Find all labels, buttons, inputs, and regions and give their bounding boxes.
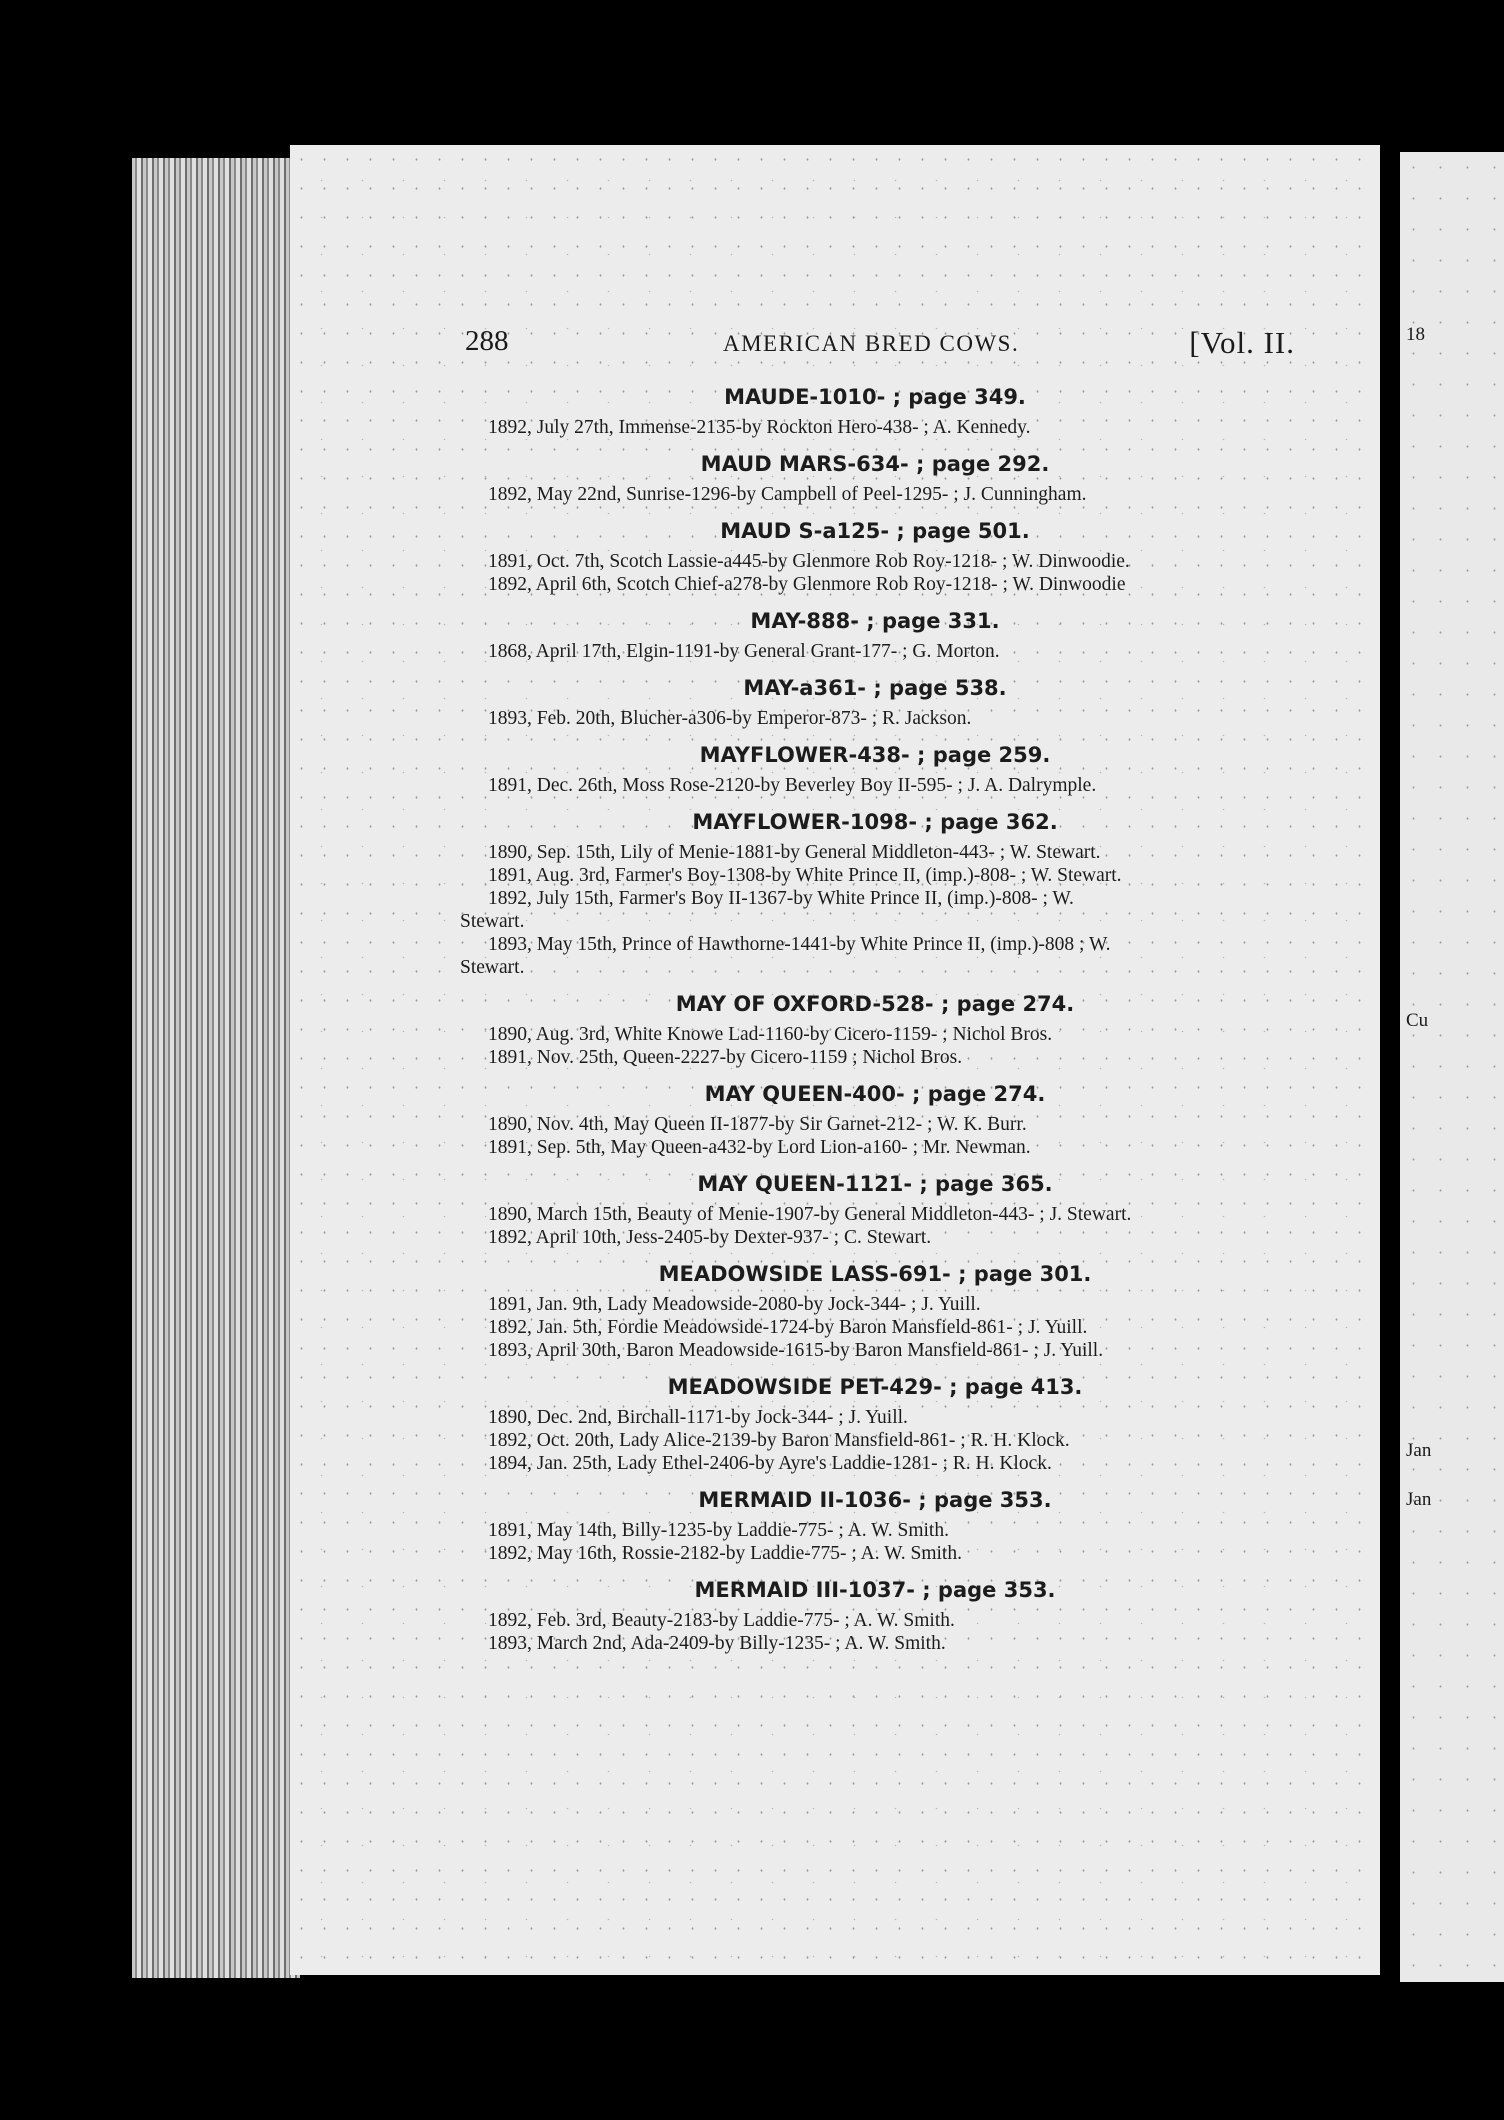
cow-name-heading: MAUD MARS-634- ; page 292. [700, 452, 1050, 476]
calf-record-line: 1891, Oct. 7th, Scotch Lassie-a445-by Glenmore Rob Roy-1218- ; W. Dinwoodie. [488, 551, 1130, 572]
cow-name-heading: MAY OF OXFORD-528- ; page 274. [675, 992, 1075, 1016]
calf-record-line: 1893, May 15th, Prince of Hawthorne-1441-by White Prince II, (imp.)-808 ; W. [488, 934, 1111, 955]
cow-entry [460, 1481, 1290, 1565]
cow-name-heading: MERMAID III-1037- ; page 353. [694, 1578, 1056, 1602]
calf-record-line: 1892, July 27th, Immense-2135-by Rockton Hero-438- ; A. Kennedy. [488, 417, 1031, 438]
calf-record-line: 1892, Jan. 5th, Fordie Meadowside-1724-by Baron Mansfield-861- ; J. Yuill. [488, 1317, 1088, 1338]
calf-record-line: 1890, Sep. 15th, Lily of Menie-1881-by General Middleton-443- ; W. Stewart. [488, 842, 1101, 863]
cow-name-heading: MEADOWSIDE LASS-691- ; page 301. [658, 1262, 1092, 1286]
cow-entry [460, 512, 1290, 596]
cow-name-heading: MAYFLOWER-1098- ; page 362. [692, 810, 1058, 834]
cow-entry [460, 378, 1290, 439]
calf-record-line: 1891, Nov. 25th, Queen-2227-by Cicero-1159 ; Nichol Bros. [488, 1047, 963, 1068]
calf-record-line: 1890, Nov. 4th, May Queen II-1877-by Sir Garnet-212- ; W. K. Burr. [488, 1114, 1027, 1135]
calf-record-line: 1890, March 15th, Beauty of Menie-1907-by General Middleton-443- ; J. Stewart. [488, 1204, 1132, 1225]
cow-entry [460, 985, 1290, 1069]
page-number: 288 [465, 325, 509, 357]
cow-entry [460, 1165, 1290, 1249]
facing-page-fragment: Jan [1406, 1440, 1432, 1461]
cow-name-heading: MAY QUEEN-400- ; page 274. [704, 1082, 1046, 1106]
running-title: AMERICAN BRED COWS. [723, 331, 1020, 356]
facing-page-fragment: 18 [1406, 324, 1425, 345]
cow-entry [460, 602, 1290, 663]
cow-name-heading: MAYFLOWER-438- ; page 259. [699, 743, 1051, 767]
cow-entry [460, 669, 1290, 730]
cow-name-heading: MAUDE-1010- ; page 349. [724, 385, 1026, 409]
calf-record-line: 1892, Oct. 20th, Lady Alice-2139-by Baron Mansfield-861- ; R. H. Klock. [488, 1430, 1070, 1451]
calf-record-line: 1890, Dec. 2nd, Birchall-1171-by Jock-344- ; J. Yuill. [488, 1407, 908, 1428]
cow-name-heading: MEADOWSIDE PET-429- ; page 413. [667, 1375, 1083, 1399]
calf-record-line: Stewart. [460, 911, 525, 932]
entry-list [460, 378, 1290, 1661]
calf-record-line: 1892, May 16th, Rossie-2182-by Laddie-775- ; A. W. Smith. [488, 1543, 962, 1564]
calf-record-line: 1892, April 6th, Scotch Chief-a278-by Glenmore Rob Roy-1218- ; W. Dinwoodie [488, 574, 1126, 595]
calf-record-line: 1892, July 15th, Farmer's Boy II-1367-by White Prince II, (imp.)-808- ; W. [488, 888, 1074, 909]
cow-name-heading: MAY QUEEN-1121- ; page 365. [697, 1172, 1053, 1196]
calf-record-line: 1892, Feb. 3rd, Beauty-2183-by Laddie-775- ; A. W. Smith. [488, 1610, 955, 1631]
facing-page [1400, 152, 1504, 1982]
cow-entry [460, 1571, 1290, 1655]
calf-record-line: 1892, May 22nd, Sunrise-1296-by Campbell of Peel-1295- ; J. Cunningham. [488, 484, 1087, 505]
calf-record-line: 1891, Jan. 9th, Lady Meadowside-2080-by Jock-344- ; J. Yuill. [488, 1294, 981, 1315]
cow-entry [460, 1075, 1290, 1159]
calf-record-line: 1891, Aug. 3rd, Farmer's Boy-1308-by White Prince II, (imp.)-808- ; W. Stewart. [488, 865, 1122, 886]
calf-record-line: 1868, April 17th, Elgin-1191-by General Grant-177- ; G. Morton. [488, 641, 1000, 662]
cow-name-heading: MERMAID II-1036- ; page 353. [698, 1488, 1052, 1512]
page-header [465, 325, 1295, 371]
cow-name-heading: MAUD S-a125- ; page 501. [720, 519, 1030, 543]
calf-record-line: Stewart. [460, 957, 525, 978]
calf-record-line: 1893, Feb. 20th, Blucher-a306-by Emperor-873- ; R. Jackson. [488, 708, 972, 729]
volume-label: [Vol. II. [1189, 325, 1295, 360]
cow-name-heading: MAY-a361- ; page 538. [743, 676, 1007, 700]
cow-entry [460, 445, 1290, 506]
calf-record-line: 1893, April 30th, Baron Meadowside-1615-by Baron Mansfield-861- ; J. Yuill. [488, 1340, 1104, 1361]
cow-entry [460, 736, 1290, 797]
facing-page-fragment: Cu [1406, 1010, 1429, 1031]
cow-entry [460, 1255, 1290, 1362]
calf-record-line: 1893, March 2nd, Ada-2409-by Billy-1235- ; A. W. Smith. [488, 1633, 946, 1654]
calf-record-line: 1892, April 10th, Jess-2405-by Dexter-937- ; C. Stewart. [488, 1227, 932, 1248]
calf-record-line: 1891, May 14th, Billy-1235-by Laddie-775- ; A. W. Smith. [488, 1520, 949, 1541]
calf-record-line: 1891, Dec. 26th, Moss Rose-2120-by Beverley Boy II-595- ; J. A. Dalrymple. [488, 775, 1097, 796]
facing-page-fragment: Jan [1406, 1489, 1432, 1510]
calf-record-line: 1891, Sep. 5th, May Queen-a432-by Lord Lion-a160- ; Mr. Newman. [488, 1137, 1031, 1158]
cow-entry [460, 803, 1290, 979]
cow-name-heading: MAY-888- ; page 331. [750, 609, 1000, 633]
book-page-edges [132, 158, 300, 1978]
cow-entry [460, 1368, 1290, 1475]
calf-record-line: 1894, Jan. 25th, Lady Ethel-2406-by Ayre's Laddie-1281- ; R. H. Klock. [488, 1453, 1052, 1474]
calf-record-line: 1890, Aug. 3rd, White Knowe Lad-1160-by Cicero-1159- ; Nichol Bros. [488, 1024, 1053, 1045]
